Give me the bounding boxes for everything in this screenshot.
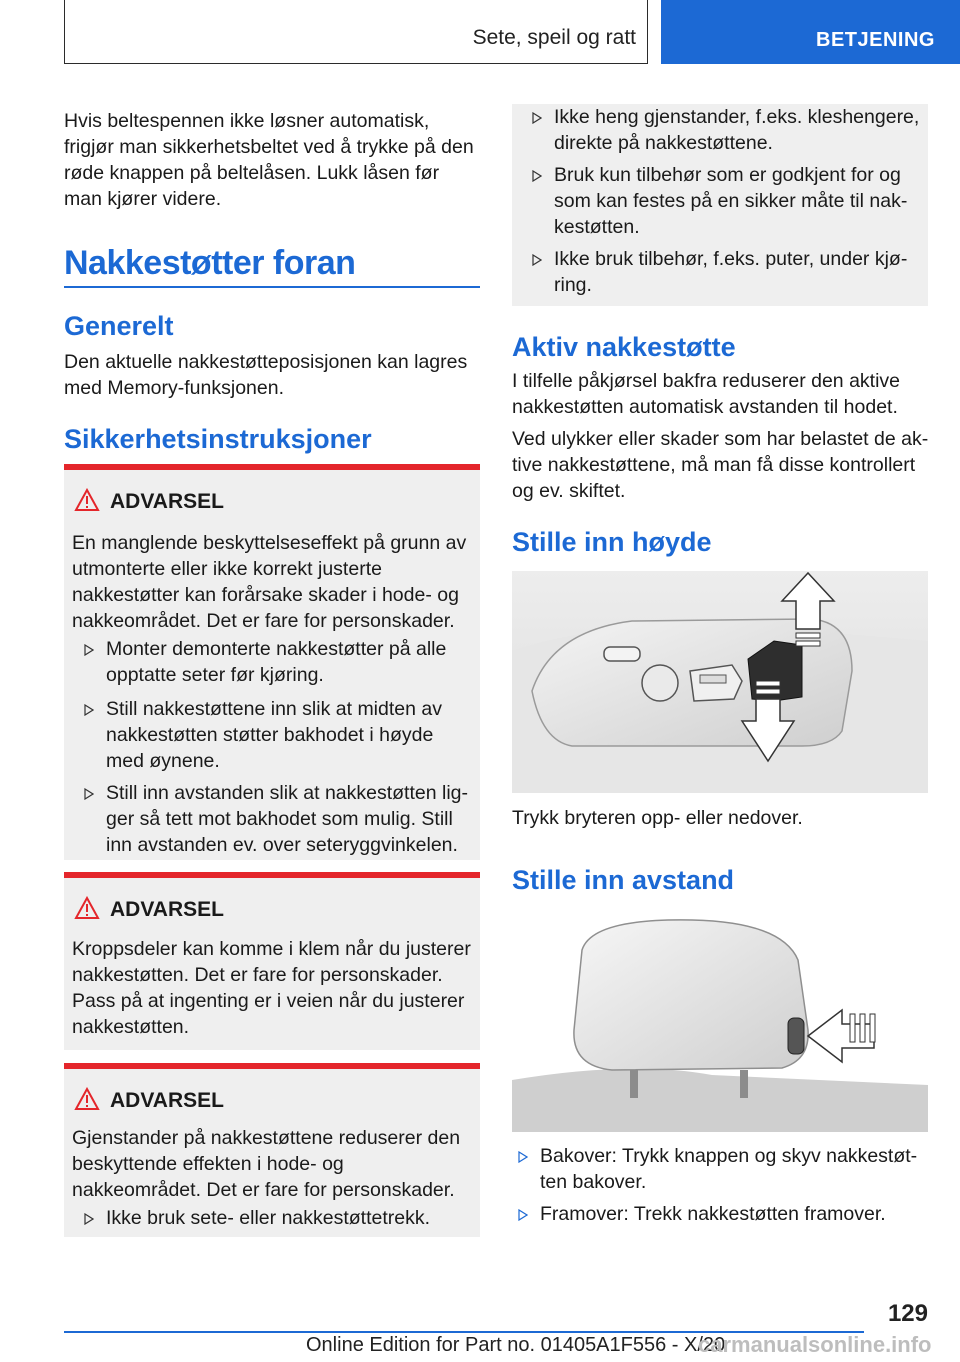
- warning-triangle-icon: [74, 1087, 100, 1111]
- list-item: Ikke bruk tilbehør, f.eks. puter, under kjøring.: [520, 246, 920, 298]
- aktiv-text-1: I tilfelle påkjørsel bakfra reduserer den aktive nakkestøtten automatisk avstanden til hodet.: [512, 370, 901, 418]
- headrest-image: [512, 910, 928, 1132]
- bullet-triangle-icon: [518, 1151, 528, 1163]
- warning-triangle-icon: [74, 896, 100, 920]
- bullet-triangle-icon: [532, 170, 542, 182]
- section-title: Sete, speil og ratt: [472, 26, 636, 49]
- aktiv-heading: Aktiv nakkestøtte: [512, 332, 736, 362]
- generelt-heading: Generelt: [64, 311, 174, 341]
- warning-title: ADVARSEL: [110, 490, 224, 513]
- list-item: Bruk kun tilbehør som er godkjent for og som kan festes på en sikker måte til nakkestøtten.: [520, 162, 920, 240]
- sikkerhet-heading: Sikkerhetsinstruksjoner: [64, 424, 372, 454]
- list-item: Bakover: Trykk knappen og skyv nakkestøtten bakover.: [512, 1143, 928, 1195]
- hoyde-heading: Stille inn høyde: [512, 527, 712, 557]
- continued-warning-box: [512, 104, 928, 306]
- warning-triangle-icon: [74, 488, 100, 512]
- chapter-label: BETJENING: [816, 29, 935, 51]
- bullet-triangle-icon: [84, 1213, 94, 1225]
- bullet-triangle-icon: [518, 1209, 528, 1221]
- list-item: Ikke heng gjenstander, f.eks. kleshengere, direkte på nakkestøttene.: [520, 104, 920, 156]
- bullet-triangle-icon: [84, 644, 94, 656]
- list-item: Monter demonterte nakkestøtter på alle opptatte seter før kjøring.: [72, 636, 468, 688]
- generelt-text: Den aktuelle nakkestøtteposisjonen kan lagres med Memory-funksjonen.: [64, 351, 468, 399]
- footer-edition: Online Edition for Part no. 01405A1F556 - X/20: [306, 1334, 726, 1356]
- list-item: Framover: Trekk nakkestøtten framover.: [512, 1201, 928, 1227]
- warning-text: En manglende beskyttelseseffekt på grunn av utmonterte eller ikke korrekt justerte nakkestøtter kan forårsake skader i hode- og nakkeområdet. Det er fare for personskader.: [72, 532, 467, 632]
- warning-box-2: [64, 872, 480, 1050]
- hoyde-text: Trykk bryteren opp- eller nedover.: [512, 807, 803, 829]
- watermark: carmanualsonline.info: [698, 1332, 932, 1357]
- bullet-triangle-icon: [532, 254, 542, 266]
- bullet-triangle-icon: [84, 704, 94, 716]
- list-item: Ikke bruk sete- eller nakkestøttetrekk.: [72, 1205, 468, 1231]
- intro-paragraph: Hvis beltespennen ikke løsner automatisk, frigjør man sikkerhetsbeltet ved å trykke på den røde knappen på beltelåsen. Lukk låsen før man kjører videre.: [64, 110, 474, 210]
- page-number: 129: [887, 1300, 928, 1327]
- bullet-triangle-icon: [532, 112, 542, 124]
- avstand-heading: Stille inn avstand: [512, 865, 735, 895]
- warning-text: Kroppsdeler kan komme i klem når du justerer nakkestøtten. Det er fare for personskader. Pass på at ingenting er i veien når du justerer nakkestøtten.: [72, 938, 471, 1038]
- chapter-tab[interactable]: [661, 0, 960, 64]
- seat-switch-image: [512, 571, 928, 793]
- warning-title: ADVARSEL: [110, 1089, 224, 1112]
- warning-box-3: [64, 1063, 480, 1237]
- heading-rule: [64, 286, 480, 288]
- warning-title: ADVARSEL: [110, 898, 224, 921]
- warning-text: Gjenstander på nakkestøttene reduserer den beskyttende effekten i hode- og nakkeområdet. Det er fare for personskader.: [72, 1127, 461, 1201]
- section-heading: Nakkestøtter foran: [64, 244, 356, 282]
- bullet-triangle-icon: [84, 788, 94, 800]
- list-item: Still nakkestøttene inn slik at midten av nakkestøtten støtter bakhodet i høyde med øynene.: [72, 696, 468, 774]
- list-item: Still inn avstanden slik at nakkestøtten ligger så tett mot bakhodet som mulig. Still inn avstanden ev. over seteryggvinkelen.: [72, 780, 468, 858]
- warning-box-1: [64, 464, 480, 860]
- aktiv-text-2: Ved ulykker eller skader som har belastet de aktive nakkestøttene, må man få disse kontrollert og ev. skiftet.: [512, 428, 929, 502]
